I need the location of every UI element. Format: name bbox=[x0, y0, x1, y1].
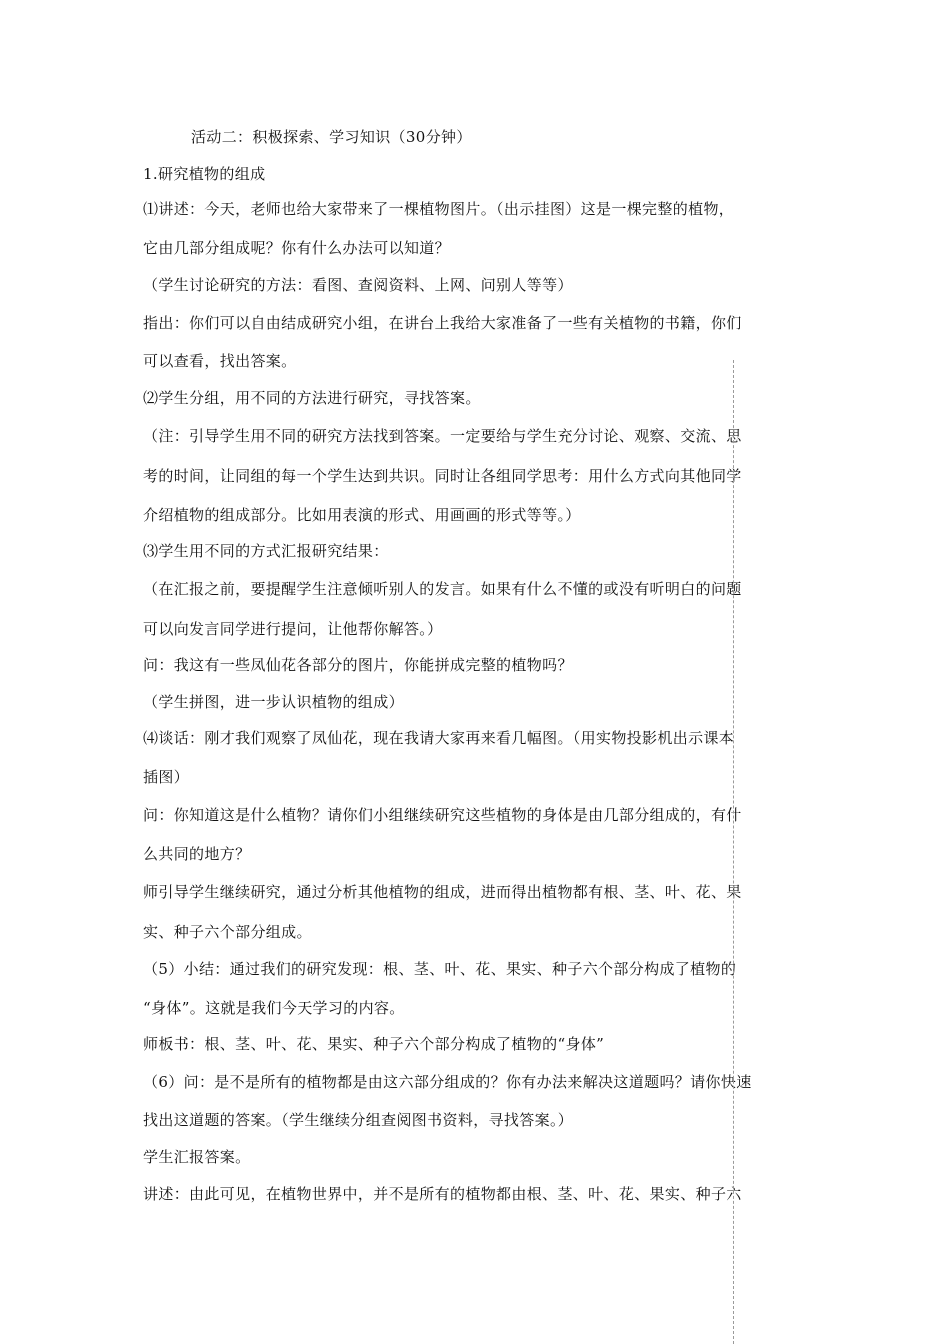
text-line: 介绍植物的组成部分。比如用表演的形式、用画画的形式等等。） bbox=[143, 506, 581, 524]
text-line: ⑵学生分组，用不同的方法进行研究，寻找答案。 bbox=[143, 389, 481, 407]
text-line: 考的时间，让同组的每一个学生达到共识。同时让各组同学思考：用什么方式向其他同学 bbox=[143, 467, 742, 485]
text-line: 插图） bbox=[143, 768, 190, 786]
activity-heading: 活动二：积极探索、学习知识（30分钟） bbox=[191, 128, 472, 146]
text-line: 讲述：由此可见，在植物世界中，并不是所有的植物都由根、茎、叶、花、果实、种子六 bbox=[143, 1185, 742, 1203]
text-line: （在汇报之前，要提醒学生注意倾听别人的发言。如果有什么不懂的或没有听明白的问题 bbox=[143, 580, 742, 598]
text-line: （学生拼图，进一步认识植物的组成） bbox=[143, 693, 404, 711]
text-line: 师引导学生继续研究，通过分析其他植物的组成，进而得出植物都有根、茎、叶、花、果 bbox=[143, 883, 742, 901]
text-line: 学生汇报答案。 bbox=[143, 1148, 251, 1166]
text-line: （学生讨论研究的方法：看图、查阅资料、上网、问别人等等） bbox=[143, 276, 573, 294]
text-line: （注：引导学生用不同的研究方法找到答案。一定要给与学生充分讨论、观察、交流、思 bbox=[143, 427, 742, 445]
text-line: ⑷谈话：刚才我们观察了凤仙花，现在我请大家再来看几幅图。（用实物投影机出示课本 bbox=[143, 729, 735, 747]
text-line: 可以向发言同学进行提问，让他帮你解答。） bbox=[143, 620, 443, 638]
dashed-divider bbox=[733, 360, 734, 1344]
text-line: （5）小结：通过我们的研究发现：根、茎、叶、花、果实、种子六个部分构成了植物的 bbox=[143, 960, 737, 978]
text-line: 问：我这有一些凤仙花各部分的图片，你能拼成完整的植物吗？ bbox=[143, 656, 573, 674]
text-line: 师板书：根、茎、叶、花、果实、种子六个部分构成了植物的“身体” bbox=[143, 1035, 605, 1053]
text-line: 指出：你们可以自由结成研究小组，在讲台上我给大家准备了一些有关植物的书籍，你们 bbox=[143, 314, 742, 332]
text-line: 么共同的地方？ bbox=[143, 845, 251, 863]
text-line: “身体”。这就是我们今天学习的内容。 bbox=[143, 999, 405, 1017]
text-line: ⑴讲述：今天，老师也给大家带来了一棵植物图片。（出示挂图）这是一棵完整的植物， bbox=[143, 200, 735, 218]
text-line: （6）问：是不是所有的植物都是由这六部分组成的？你有办法来解决这道题吗？请你快速 bbox=[143, 1073, 752, 1091]
text-line: 找出这道题的答案。（学生继续分组查阅图书资料，寻找答案。） bbox=[143, 1111, 574, 1129]
text-line: 问：你知道这是什么植物？请你们小组继续研究这些植物的身体是由几部分组成的，有什 bbox=[143, 806, 742, 824]
text-line: 它由几部分组成呢？你有什么办法可以知道？ bbox=[143, 239, 451, 257]
text-line: 实、种子六个部分组成。 bbox=[143, 923, 312, 941]
section-title: 1.研究植物的组成 bbox=[143, 165, 266, 183]
text-line: 可以查看，找出答案。 bbox=[143, 352, 297, 370]
text-line: ⑶学生用不同的方式汇报研究结果： bbox=[143, 542, 389, 560]
